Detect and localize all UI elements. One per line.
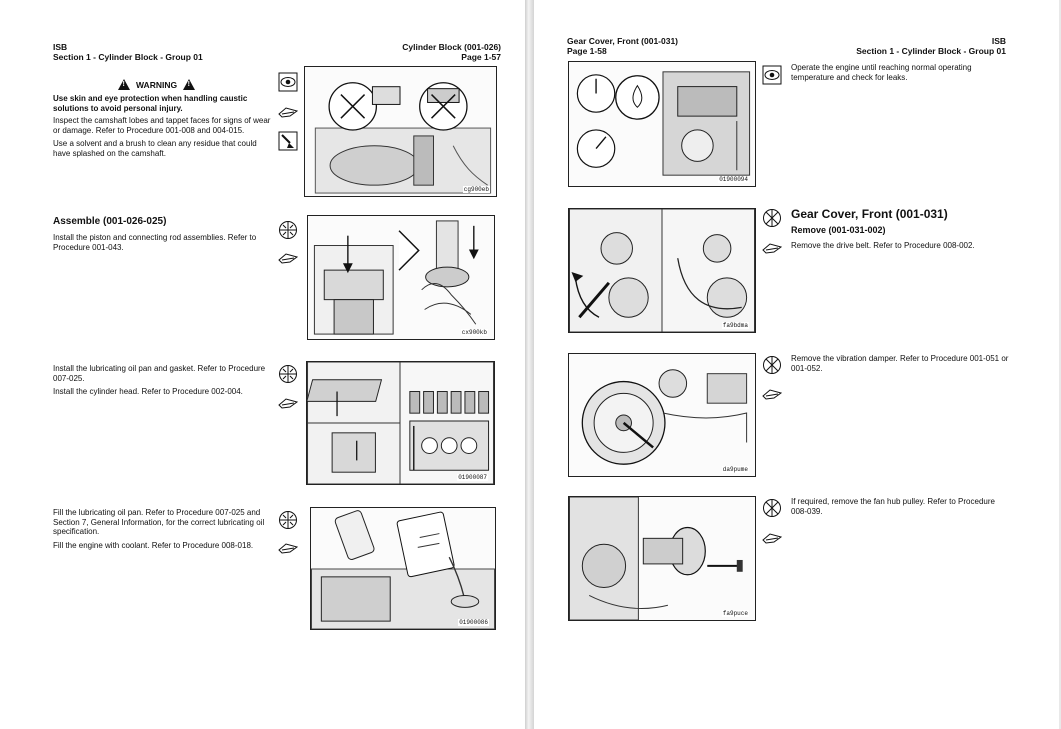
remove-heading: Remove (001-031-002) [791,225,886,235]
inspect-hand-icon [278,102,298,122]
remove-icon [762,498,782,518]
assemble-icon [278,364,298,384]
left-header-right [402,42,501,62]
inspect-hand-icon [762,238,782,258]
left-header-product: ISB [53,42,68,52]
oilpan-head-figure [306,361,495,485]
right-header-section: Section 1 - Cylinder Block - Group 01 [856,46,1006,56]
piston-text: Install the piston and connecting rod assemblies. Refer to Procedure 001-043. [53,233,257,252]
warning-title [118,79,195,90]
page-gutter [525,0,534,729]
eye-protection-icon [278,72,298,92]
drive-belt-figure [568,208,756,333]
warning-triangle-icon [183,79,195,90]
fill-block [53,508,271,554]
solvent-text: Use a solvent and a brush to clean any residue that could have splashed on the camshaft. [53,139,257,158]
damper-text: Remove the vibration damper. Refer to Procedure 001-051 or 001-052. [791,354,1009,373]
inspect-hand-icon [278,393,298,413]
right-header-left [567,36,678,56]
left-header-left [53,42,203,62]
oil-fill-figure [310,507,496,630]
coolant-text: Fill the engine with coolant. Refer to Procedure 008-018. [53,540,254,550]
left-page [0,0,525,729]
belt-block [791,241,1011,255]
assemble-icon [278,220,298,240]
oilpan-text: Install the lubricating oil pan and gasket. Refer to Procedure 007-025. [53,364,266,383]
right-header-right [856,36,1006,56]
oilpan-block [53,364,271,401]
operate-text: Operate the engine until reaching normal operating temperature and check for leaks. [791,63,972,82]
warning-triangle-icon [118,79,130,90]
right-header-topic: Gear Cover, Front (001-031) [567,36,679,46]
figure-code: 01900094 [719,176,748,183]
left-header-page: Page 1-57 [461,52,501,62]
warning-label: WARNING [136,79,178,90]
operate-block [791,63,1011,86]
camshaft-inspection-figure [304,66,497,197]
left-header-section: Section 1 - Cylinder Block - Group 01 [53,52,203,62]
remove-icon [762,355,782,375]
figure-code: cx900kb [461,329,487,336]
assemble-icon [278,510,298,530]
damper-block [791,354,1011,377]
right-page [534,0,1059,729]
fanhub-text: If required, remove the fan hub pulley. Refer to Procedure 008-039. [791,497,995,516]
right-header-page: Page 1-58 [567,46,607,56]
figure-code: cg900eb [463,186,489,193]
inspect-text: Inspect the camshaft lobes and tappet faces for signs of wear or damage. Refer to Procedure 001-008 and 004-015. [53,116,271,135]
figure-code: fa9bdma [722,322,748,329]
inspect-hand-icon [762,384,782,404]
inspect-hand-icon [762,528,782,548]
figure-code: da9pume [722,466,748,473]
assemble-heading: Assemble (001-026-025) [53,216,167,227]
vibration-damper-figure [568,353,756,477]
inspect-hand-icon [278,248,298,268]
fill-oil-text: Fill the lubricating oil pan. Refer to Procedure 007-025 and Section 7, General Information, for the correct lubricating oil specification. [53,508,265,537]
left-header-topic: Cylinder Block (001-026) [402,42,501,52]
figure-code: 01900086 [459,619,488,626]
gear-cover-heading: Gear Cover, Front (001-031) [791,207,948,221]
piston-install-figure [307,215,495,340]
remove-icon [762,208,782,228]
warning-body: Use skin and eye protection when handling caustic solutions to avoid personal injury. [53,94,248,113]
fan-hub-figure [568,496,756,621]
right-header-product: ISB [991,36,1006,46]
eye-protection-icon [762,65,782,85]
piston-block [53,233,271,256]
engine-gauges-figure [568,61,756,187]
inspect-hand-icon [278,538,298,558]
fanhub-block [791,497,1011,520]
belt-text: Remove the drive belt. Refer to Procedure 008-002. [791,241,975,250]
head-text: Install the cylinder head. Refer to Procedure 002-004. [53,387,243,397]
figure-code: 01900087 [458,474,487,481]
inspect-block [53,116,271,162]
brush-clean-icon [278,131,298,151]
figure-code: fa9puce [722,610,748,617]
